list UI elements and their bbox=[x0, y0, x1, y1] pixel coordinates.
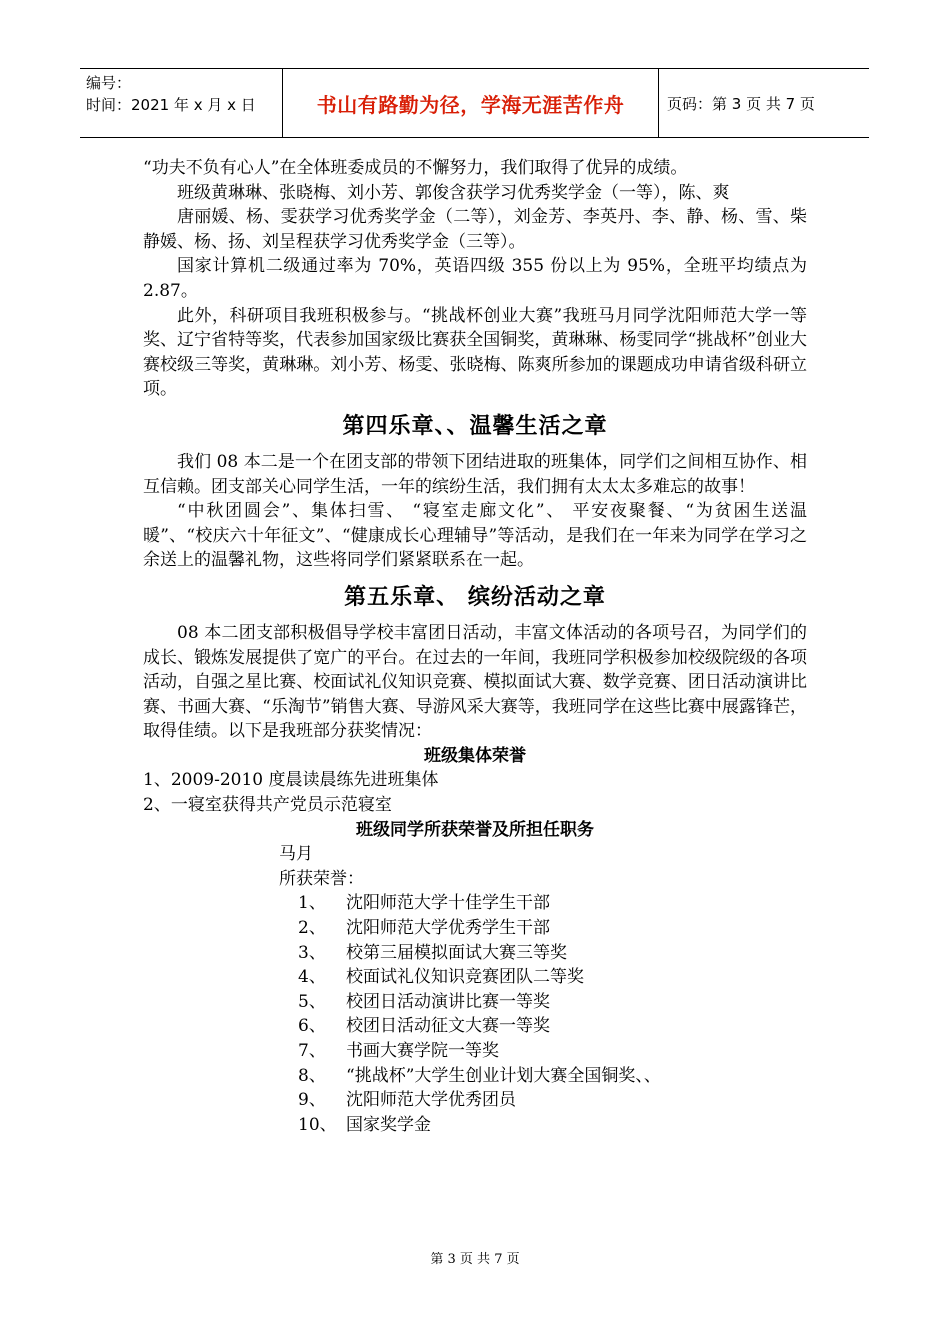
list-number: 4、 bbox=[298, 967, 326, 988]
list-text: 国家奖学金 bbox=[346, 1114, 431, 1135]
list-item bbox=[298, 990, 807, 1015]
list-text: 沈阳师范大学十佳学生干部 bbox=[346, 893, 550, 914]
list-number: 9、 bbox=[298, 1090, 326, 1111]
list-number: 6、 bbox=[298, 1016, 326, 1037]
list-item: 2、一寝室获得共产党员示范寝室 bbox=[143, 795, 392, 816]
document-date: 时间：2021 年 x 月 x 日 bbox=[86, 96, 256, 114]
honors-label: 所获荣誉： bbox=[279, 868, 364, 889]
list-number: 10、 bbox=[298, 1114, 337, 1135]
section-heading: 班级同学所获荣誉及所担任职务 bbox=[356, 819, 594, 840]
chapter-heading: 第四乐章、、温馨生活之章 bbox=[342, 413, 608, 439]
paragraph: 08 本二团支部积极倡导学校丰富团日活动，丰富文体活动的各项号召，为同学们的成长、锻炼发展提供了宽广的平台。在过去的一年间，我班同学积极参加校级院级的各项活动，自强之星比赛、校面试礼仪知识竞赛、模拟面试大赛、数学竞赛、团日活动演讲比赛、书画大赛、“乐淘节”销售大赛、导游风采大赛等，我班同学在这些比赛中展露锋芒，取得佳绩。以下是我班部分获奖情况： bbox=[143, 622, 807, 742]
paragraph: 班级黄琳琳、张晓梅、刘小芳、郭俊含获学习优秀奖学金（一等），陈、爽 bbox=[177, 182, 730, 203]
list-text: 校第三届模拟面试大赛三等奖 bbox=[346, 942, 567, 963]
header-page-info: 页码：第 3 页 共 7 页 bbox=[667, 94, 815, 113]
paragraph: 此外，科研项目我班积极参与。“挑战杯创业大赛”我班马月同学沈阳师范大学一等奖、辽宁省特等奖，代表参加国家级比赛获全国铜奖，黄琳琳、杨雯同学“挑战杯”创业大赛校级三等奖，黄琳琳。刘小芳、杨雯、张晓梅、陈爽所参加的课题成功申请省级科研立项。 bbox=[143, 305, 807, 400]
page-footer: 第 3 页 共 7 页 bbox=[430, 1252, 520, 1267]
header-meta bbox=[80, 69, 282, 137]
list-number: 7、 bbox=[298, 1041, 326, 1061]
list-text: 校团日活动演讲比赛一等奖 bbox=[346, 991, 550, 1012]
page-header bbox=[80, 68, 869, 138]
paragraph: “功夫不负有心人”在全体班委成员的不懈努力，我们取得了优异的成绩。 bbox=[143, 158, 688, 178]
document-body bbox=[143, 156, 807, 1137]
list-item bbox=[298, 941, 807, 966]
list-number: 1、 bbox=[298, 893, 326, 914]
list-item bbox=[298, 1088, 807, 1113]
paragraph: “中秋团圆会”、集体扫雪、 “寝室走廊文化”、 平安夜聚餐、“为贫困生送温暖”、“校庆六十年征文”、“健康成长心理辅导”等活动，是我们在一年来为同学在学习之余送上的温馨礼物，这些将同学们紧紧联系在一起。 bbox=[143, 501, 807, 571]
list-text: 沈阳师范大学优秀团员 bbox=[346, 1090, 516, 1111]
list-text: 校面试礼仪知识竞赛团队二等奖 bbox=[346, 967, 584, 988]
list-item bbox=[298, 965, 807, 990]
list-text: 书画大赛学院一等奖 bbox=[346, 1041, 499, 1061]
list-number: 2、 bbox=[298, 918, 326, 939]
list-item bbox=[298, 916, 807, 941]
list-item bbox=[298, 1113, 807, 1138]
list-item bbox=[298, 891, 807, 916]
list-item bbox=[298, 1039, 807, 1064]
list-item bbox=[298, 1014, 807, 1039]
chapter-heading: 第五乐章、 缤纷活动之章 bbox=[344, 584, 606, 610]
document-number-label: 编号： bbox=[86, 74, 132, 92]
honors-list bbox=[143, 891, 807, 1137]
section-heading: 班级集体荣誉 bbox=[424, 745, 526, 766]
paragraph: 国家计算机二级通过率为 70%，英语四级 355 份以上为 95%，全班平均绩点为 2.87。 bbox=[143, 256, 807, 301]
header-motto: 书山有路勤为径，学海无涯苦作舟 bbox=[282, 69, 659, 137]
list-item bbox=[298, 1064, 807, 1089]
list-text: 沈阳师范大学优秀学生干部 bbox=[346, 918, 550, 939]
list-item: 1、2009-2010 度晨读晨练先进班集体 bbox=[143, 770, 439, 791]
student-name: 马月 bbox=[279, 844, 313, 865]
list-number: 3、 bbox=[298, 942, 326, 963]
list-text: 校团日活动征文大赛一等奖 bbox=[346, 1016, 550, 1037]
paragraph: 唐丽媛、杨、雯获学习优秀奖学金（二等），刘金芳、李英丹、李、静、杨、雪、柴静媛、杨、扬、刘呈程获学习优秀奖学金（三等）。 bbox=[143, 207, 807, 252]
paragraph: 我们 08 本二是一个在团支部的带领下团结进取的班集体，同学们之间相互协作、相互信赖。团支部关心同学生活，一年的缤纷生活，我们拥有太太太多难忘的故事！ bbox=[143, 451, 807, 497]
list-number: 8、 bbox=[298, 1065, 326, 1086]
list-text: “挑战杯”大学生创业计划大赛全国铜奖、、 bbox=[346, 1065, 661, 1086]
list-number: 5、 bbox=[298, 991, 326, 1012]
